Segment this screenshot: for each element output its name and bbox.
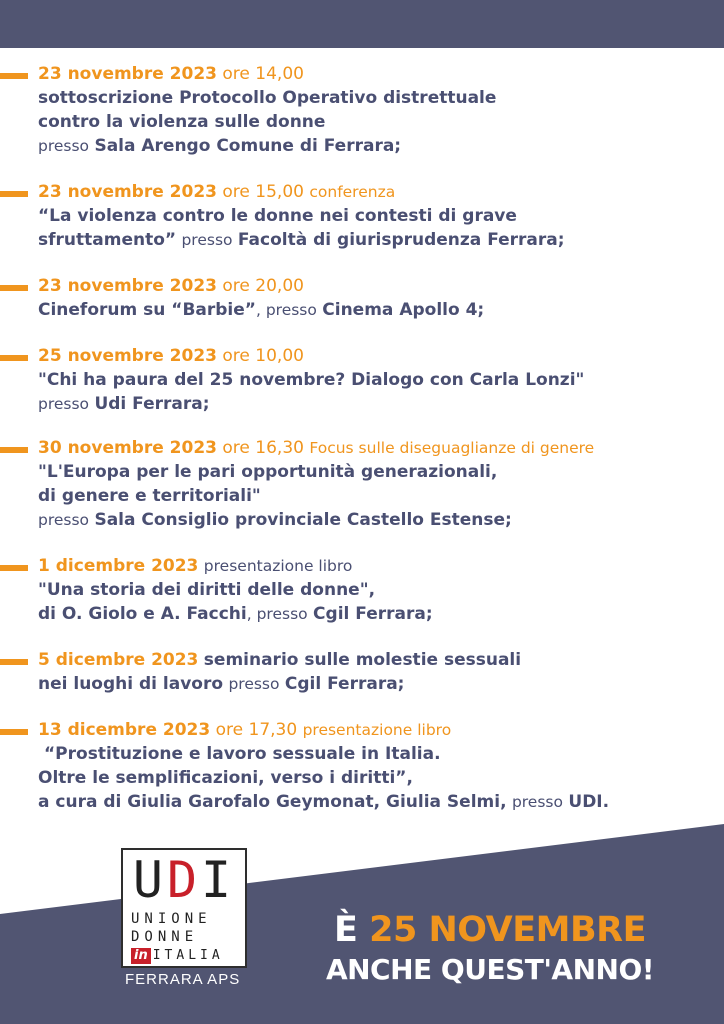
event-body <box>38 554 714 626</box>
event-location <box>38 392 714 416</box>
event-body <box>38 180 714 252</box>
logo-letter-u: U <box>132 851 167 909</box>
event-date: 30 novembre 2023 <box>38 438 217 458</box>
event-bullet <box>0 73 28 79</box>
logo-box <box>121 848 247 968</box>
event-title-line: “La violenza contro le donne nei contesti di grave <box>38 206 517 226</box>
event-bullet <box>0 355 28 361</box>
event-type: Focus sulle diseguaglianze di genere <box>309 439 595 457</box>
event-header <box>38 648 714 672</box>
event-header <box>38 436 714 460</box>
event-date: 23 novembre 2023 <box>38 276 217 296</box>
logo-letter-i: I <box>201 851 236 909</box>
event-type: presentazione libro <box>203 557 353 575</box>
presso-label: presso <box>38 137 90 155</box>
event-title-line: contro la violenza sulle donne <box>38 112 326 132</box>
presso-label: presso <box>38 395 90 413</box>
event-time: ore 10,00 <box>222 346 304 366</box>
event-title-line: "L'Europa per le pari opportunità generazionali, <box>38 462 498 482</box>
logo-letter-d: D <box>166 851 202 909</box>
event-location <box>38 602 714 626</box>
event-venue: Facoltà di giurisprudenza Ferrara; <box>237 230 565 250</box>
event-time: ore 20,00 <box>222 276 304 296</box>
event-header <box>38 344 714 368</box>
logo-line-donne: DONNE <box>131 929 199 945</box>
presso-label: , presso <box>246 605 308 623</box>
event-venue: Cgil Ferrara; <box>313 604 433 624</box>
event-title-line: di genere e territoriali" <box>38 486 261 506</box>
event-type: conferenza <box>309 183 396 201</box>
event-title-line: seminario sulle molestie sessuali <box>203 650 522 670</box>
presso-label: , presso <box>255 301 317 319</box>
presso-label: presso <box>181 231 233 249</box>
event-bullet <box>0 659 28 665</box>
event-bullet <box>0 729 28 735</box>
event-date: 23 novembre 2023 <box>38 64 217 84</box>
event-time: ore 15,00 <box>222 182 304 202</box>
event-header <box>38 554 714 578</box>
event-time: ore 14,00 <box>222 64 304 84</box>
presso-label: presso <box>511 793 563 811</box>
event-venue: Cgil Ferrara; <box>284 674 405 694</box>
event-header <box>38 718 714 742</box>
event-body <box>38 274 714 322</box>
event-date: 23 novembre 2023 <box>38 182 217 202</box>
event-body <box>38 344 714 416</box>
event-title-line: sottoscrizione Protocollo Operativo distrettuale <box>38 88 497 108</box>
event-bullet <box>0 447 28 453</box>
event-title: "Una storia dei diritti delle donne", <box>38 580 376 600</box>
event-location <box>38 298 714 322</box>
slogan-line-1 <box>262 908 718 952</box>
event-date: 25 novembre 2023 <box>38 346 217 366</box>
event-body <box>38 718 714 814</box>
event-bullet <box>0 565 28 571</box>
slogan-prefix: È <box>334 910 358 950</box>
event-venue: Udi Ferrara; <box>94 394 210 414</box>
event-location <box>38 790 714 814</box>
event-body <box>38 648 714 696</box>
event-title-line: sfruttamento” <box>38 230 177 250</box>
event-header <box>38 274 714 298</box>
slogan <box>262 908 718 988</box>
top-band <box>0 0 724 48</box>
presso-label: presso <box>38 511 90 529</box>
event-date: 5 dicembre 2023 <box>38 650 199 670</box>
event-location <box>38 228 714 252</box>
event-curators: a cura di Giulia Garofalo Geymonat, Giulia Selmi, <box>38 792 507 812</box>
logo-in: in <box>131 948 151 964</box>
event-body <box>38 62 714 158</box>
event-bullet <box>0 285 28 291</box>
event-venue: Sala Arengo Comune di Ferrara; <box>94 136 402 156</box>
logo-udi-letters <box>123 851 245 909</box>
event-body <box>38 436 714 532</box>
event-time: ore 17,30 <box>215 720 298 740</box>
logo-line-initalia <box>131 948 224 964</box>
event-title-line: nei luoghi di lavoro <box>38 674 224 694</box>
event-venue: UDI. <box>568 792 610 812</box>
event-location <box>38 134 714 158</box>
event-authors: di O. Giolo e A. Facchi <box>38 604 247 624</box>
udi-logo <box>121 848 247 988</box>
event-venue: Sala Consiglio provinciale Castello Estense; <box>94 510 512 530</box>
event-title-line: “Prostituzione e lavoro sessuale in Italia. <box>44 744 441 764</box>
event-date: 13 dicembre 2023 <box>38 720 211 740</box>
event-title: Cineforum su “Barbie” <box>38 300 256 320</box>
logo-city: FERRARA APS <box>125 971 241 988</box>
event-venue: Cinema Apollo 4; <box>322 300 485 320</box>
event-header <box>38 180 714 204</box>
slogan-line-2: ANCHE QUEST'ANNO! <box>325 953 655 986</box>
logo-line-unione: UNIONE <box>131 911 212 927</box>
event-title: "Chi ha paura del 25 novembre? Dialogo con Carla Lonzi" <box>38 370 585 390</box>
event-date: 1 dicembre 2023 <box>38 556 199 576</box>
event-header <box>38 62 714 86</box>
logo-italia: ITALIA <box>152 948 224 963</box>
event-title-line: Oltre le semplificazioni, verso i diritti”, <box>38 768 413 788</box>
event-location <box>38 672 714 696</box>
event-bullet <box>0 191 28 197</box>
slogan-highlight: 25 NOVEMBRE <box>369 910 646 950</box>
event-time: ore 16,30 <box>222 438 304 458</box>
event-type: presentazione libro <box>302 721 452 739</box>
event-location <box>38 508 714 532</box>
presso-label: presso <box>228 675 280 693</box>
